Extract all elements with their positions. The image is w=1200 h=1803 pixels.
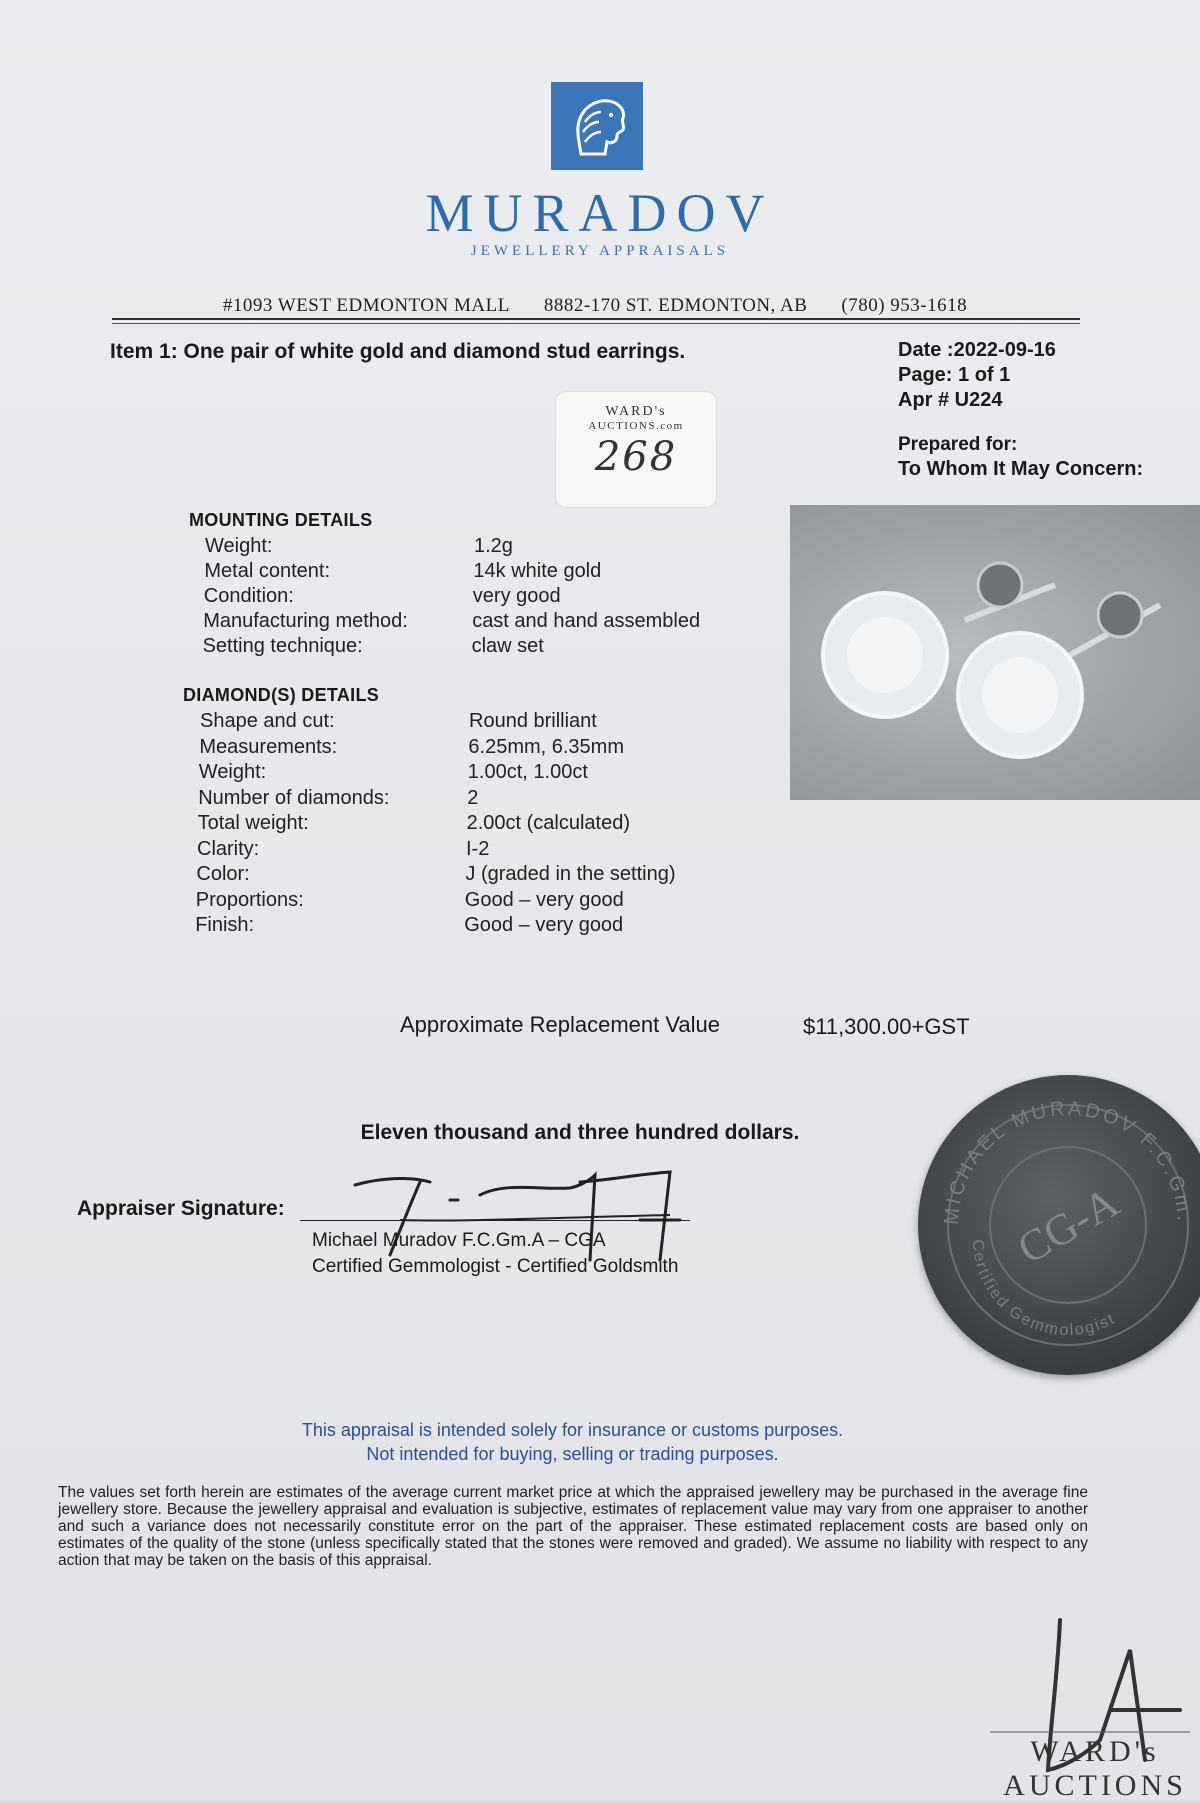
diamonds-label: Number of diamonds: bbox=[198, 786, 390, 809]
mounting-label: Metal content: bbox=[204, 560, 331, 582]
page-number: Page: 1 of 1 bbox=[898, 364, 1011, 386]
diamonds-value: J (graded in the setting) bbox=[465, 863, 676, 885]
disclaimer-text: The values set forth herein are estimates of the average current market price at which the appraised jewellery may be purchased in the average fine jewellery store. Because the jewellery appraisal and evaluation is subjective, estimates of replacement value may vary from one appraiser to another and such a variance does not necessarily constitute error on the part of the appraiser. These estimated replacement costs are based only on estimates of the quality of the stone (unless specifically stated that the stones were removed and graded). We assume no liability with respect to any action that may be taken on the basis of this appraisal. bbox=[58, 1484, 1088, 1569]
value-in-words: Eleven thousand and three hundred dollars. bbox=[360, 1121, 800, 1144]
header-rule-thin bbox=[112, 323, 1080, 324]
diamonds-label: Total weight: bbox=[197, 812, 309, 834]
seal-bottom-text: Certified Gemmologist bbox=[968, 1238, 1119, 1340]
watermark-line-1: WARD's bbox=[1030, 1735, 1160, 1768]
mounting-value: cast and hand assembled bbox=[472, 610, 701, 632]
diamonds-label: Measurements: bbox=[199, 735, 338, 758]
watermark-text bbox=[990, 1735, 1200, 1803]
diamonds-label: Clarity: bbox=[197, 837, 260, 860]
diamonds-value: 1.00ct, 1.00ct bbox=[467, 761, 588, 783]
appraiser-name: Michael Muradov F.C.Gm.A – CGA bbox=[312, 1230, 606, 1251]
mounting-value: 1.2g bbox=[474, 535, 513, 557]
lot-sticker bbox=[556, 392, 716, 507]
appraiser-block bbox=[312, 1228, 678, 1280]
seal-ring-text: MICHAEL MURADOV F.C.Gm. bbox=[940, 1097, 1196, 1226]
diamonds-heading: DIAMOND(S) DETAILS bbox=[183, 685, 380, 705]
sticker-site: AUCTIONS.com bbox=[588, 420, 684, 432]
diamonds-value: 6.25mm, 6.35mm bbox=[468, 735, 624, 758]
usage-notice-line-1: This appraisal is intended solely for insurance or customs purposes. bbox=[301, 1420, 844, 1440]
diamonds-value: Good – very good bbox=[464, 888, 624, 911]
diamonds-label: Finish: bbox=[195, 914, 255, 936]
appraisal-date: Date :2022-09-16 bbox=[898, 339, 1056, 361]
diamonds-label: Proportions: bbox=[195, 888, 304, 911]
mall-address: #1093 WEST EDMONTON MALL bbox=[222, 295, 510, 316]
address-line bbox=[110, 295, 1080, 317]
mounting-label: Weight: bbox=[205, 535, 273, 557]
mounting-value: very good bbox=[472, 585, 561, 607]
prepared-for-label: Prepared for: bbox=[898, 434, 1018, 455]
header-rule bbox=[112, 318, 1080, 320]
recipient: To Whom It May Concern: bbox=[898, 458, 1144, 480]
phone-number: (780) 953-1618 bbox=[841, 295, 968, 316]
street-address: 8882-170 ST. EDMONTON, AB bbox=[543, 295, 808, 316]
mounting-value: 14k white gold bbox=[473, 560, 602, 582]
diamonds-value: 2.00ct (calculated) bbox=[466, 812, 631, 834]
signature-label: Appraiser Signature: bbox=[77, 1197, 285, 1220]
usage-notice bbox=[0, 1418, 1145, 1466]
brand-subtitle: JEWELLERY APPRAISALS bbox=[470, 243, 730, 259]
seal-center-text: CG-A bbox=[1009, 1177, 1128, 1274]
sticker-brand: WARD's bbox=[605, 404, 667, 419]
diamonds-value: Round brilliant bbox=[469, 710, 597, 732]
diamonds-value: 2 bbox=[467, 786, 479, 809]
brand-name: MURADOV bbox=[425, 183, 775, 243]
embossed-seal bbox=[918, 1075, 1200, 1375]
mounting-heading: MOUNTING DETAILS bbox=[189, 510, 373, 530]
mounting-value: claw set bbox=[471, 635, 544, 657]
diamonds-label: Shape and cut: bbox=[200, 710, 335, 732]
usage-notice-line-2: Not intended for buying, selling or trading purposes. bbox=[366, 1444, 779, 1464]
document-meta bbox=[898, 338, 1056, 413]
earrings-photo bbox=[790, 505, 1200, 800]
diamonds-label: Weight: bbox=[198, 761, 267, 783]
prepared-for bbox=[898, 433, 1143, 481]
lion-head-icon bbox=[551, 82, 643, 170]
replacement-value-amount: $11,300.00+GST bbox=[803, 1014, 970, 1039]
watermark-line-2: AUCTIONS bbox=[1003, 1769, 1187, 1802]
mounting-label: Condition: bbox=[203, 585, 294, 607]
mounting-label: Manufacturing method: bbox=[203, 610, 408, 632]
lot-number: 268 bbox=[594, 434, 678, 480]
diamonds-value: I-2 bbox=[466, 837, 490, 860]
appraisal-number: Apr # U224 bbox=[898, 389, 1003, 411]
item-description: Item 1: One pair of white gold and diamond stud earrings. bbox=[110, 340, 686, 363]
appraiser-title: Certified Gemmologist - Certified Goldsmith bbox=[312, 1256, 679, 1277]
diamonds-value: Good – very good bbox=[464, 914, 624, 936]
diamonds-label: Color: bbox=[196, 863, 250, 885]
replacement-value-label: Approximate Replacement Value bbox=[400, 1012, 720, 1037]
mounting-label: Setting technique: bbox=[202, 635, 363, 657]
